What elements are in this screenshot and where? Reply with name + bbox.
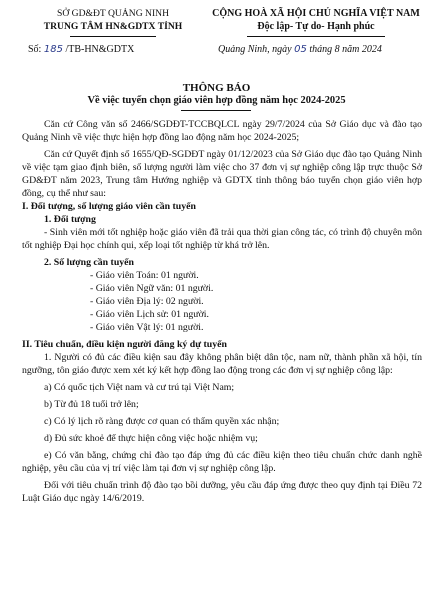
section-heading-2: II. Tiêu chuẩn, điều kiện người đăng ký dự tuyển <box>22 339 227 350</box>
paragraph-eligibility: - Sinh viên mới tốt nghiệp hoặc giáo viên đã trải qua thời gian công tác, có trình độ chuyên môn tốt nghiệp Đại học chính qui, xếp loại tốt nghiệp từ khá trở lên. <box>22 227 422 251</box>
section-heading-1: I. Đối tượng, số lượng giáo viên cần tuyển <box>22 201 196 212</box>
place-date-suffix: tháng 8 năm 2024 <box>306 44 382 55</box>
place-date-prefix: Quảng Ninh, ngày <box>218 44 295 55</box>
agency-underline <box>70 36 156 37</box>
subsection-heading-1-2: 2. Số lượng cần tuyển <box>44 257 134 268</box>
number-value: 185 <box>43 44 63 55</box>
list-item: - Giáo viên Địa lý: 02 người. <box>90 296 204 307</box>
condition-e: e) Có văn bằng, chứng chỉ đào tạo đáp ứng đủ các điều kiện theo tiêu chuẩn chức danh nghề nghiệp, yêu cầu của vị trí việc làm tại đơn vị sự nghiệp công lập. <box>22 450 422 474</box>
nation-line-1: CỘNG HOÀ XÃ HỘI CHỦ NGHĨA VIỆT NAM <box>212 8 420 19</box>
condition-b: b) Từ đủ 18 tuổi trở lên; <box>44 399 139 410</box>
document-title: THÔNG BÁO <box>182 82 251 94</box>
list-item: - Giáo viên Ngữ văn: 01 người. <box>90 283 214 294</box>
place-date-day: 05 <box>294 44 307 55</box>
subtitle-underline <box>181 110 251 111</box>
document-body <box>22 118 422 505</box>
agency-line-2: TRUNG TÂM HN&GDTX TỈNH <box>43 20 183 32</box>
paragraph-legal-basis-2: Căn cứ Quyết định số 1655/QĐ-SGDĐT ngày 01/12/2023 của Sở Giáo dục đào tạo Quảng Ninh về việc tạm giao định biên, số lượng người làm việc cho 37 đơn vị sự nghiệp công lập trực thuộc Sở GD&ĐT năm 2023, Trung tâm Hướng nghiệp và GDTX tỉnh thông báo tuyển chọn giáo viên hợp đồng, cụ thể như sau: <box>22 149 422 199</box>
paragraph-conditions: 1. Người có đủ các điều kiện sau đây không phân biệt dân tộc, nam nữ, thành phần xã hội, tín ngưỡng, tôn giáo được xem xét ký kết hợp đồng lao động trong các đơn vị sự nghiệp công lập: <box>22 352 422 376</box>
document-subtitle: Về việc tuyển chọn giáo viên hợp đồng năm học 2024-2025 <box>87 95 346 106</box>
number-prefix: Số: <box>28 44 44 55</box>
list-item: - Giáo viên Vật lý: 01 người. <box>90 322 204 333</box>
paragraph-legal-basis-1: Căn cứ Công văn số 2466/SGDĐT-TCCBQLCL ngày 29/7/2024 của Sở Giáo dục và đào tạo Quảng Ninh về việc thực hiện hợp đồng lao động năm học 2024-2025; <box>22 119 422 143</box>
document-number <box>28 44 134 55</box>
condition-a: a) Có quốc tịch Việt nam và cư trú tại Việt Nam; <box>44 382 235 393</box>
list-item: - Giáo viên Toán: 01 người. <box>90 270 199 281</box>
condition-c: c) Có lý lịch rõ ràng được cơ quan có thẩm quyền xác nhận; <box>44 416 280 427</box>
subsection-heading-1-1: 1. Đối tượng <box>44 214 96 225</box>
place-date <box>218 44 382 55</box>
number-suffix: /TB-HN&GDTX <box>62 44 135 55</box>
agency-header <box>18 8 208 33</box>
nation-underline <box>247 36 385 37</box>
nation-line-2: Độc lập- Tự do- Hạnh phúc <box>257 20 375 32</box>
condition-d: d) Đủ sức khoẻ để thực hiện công việc hoặc nhiệm vụ; <box>44 433 258 444</box>
nation-header <box>205 8 427 33</box>
agency-line-1: SỞ GD&ĐT QUẢNG NINH <box>56 8 169 19</box>
list-item: - Giáo viên Lịch sử: 01 người. <box>90 309 209 320</box>
paragraph-training-standard: Đối với tiêu chuẩn trình độ đào tạo bồi dưỡng, yêu cầu đáp ứng được theo quy định tại Điều 72 Luật Giáo dục ngày 14/6/2019. <box>22 480 422 504</box>
